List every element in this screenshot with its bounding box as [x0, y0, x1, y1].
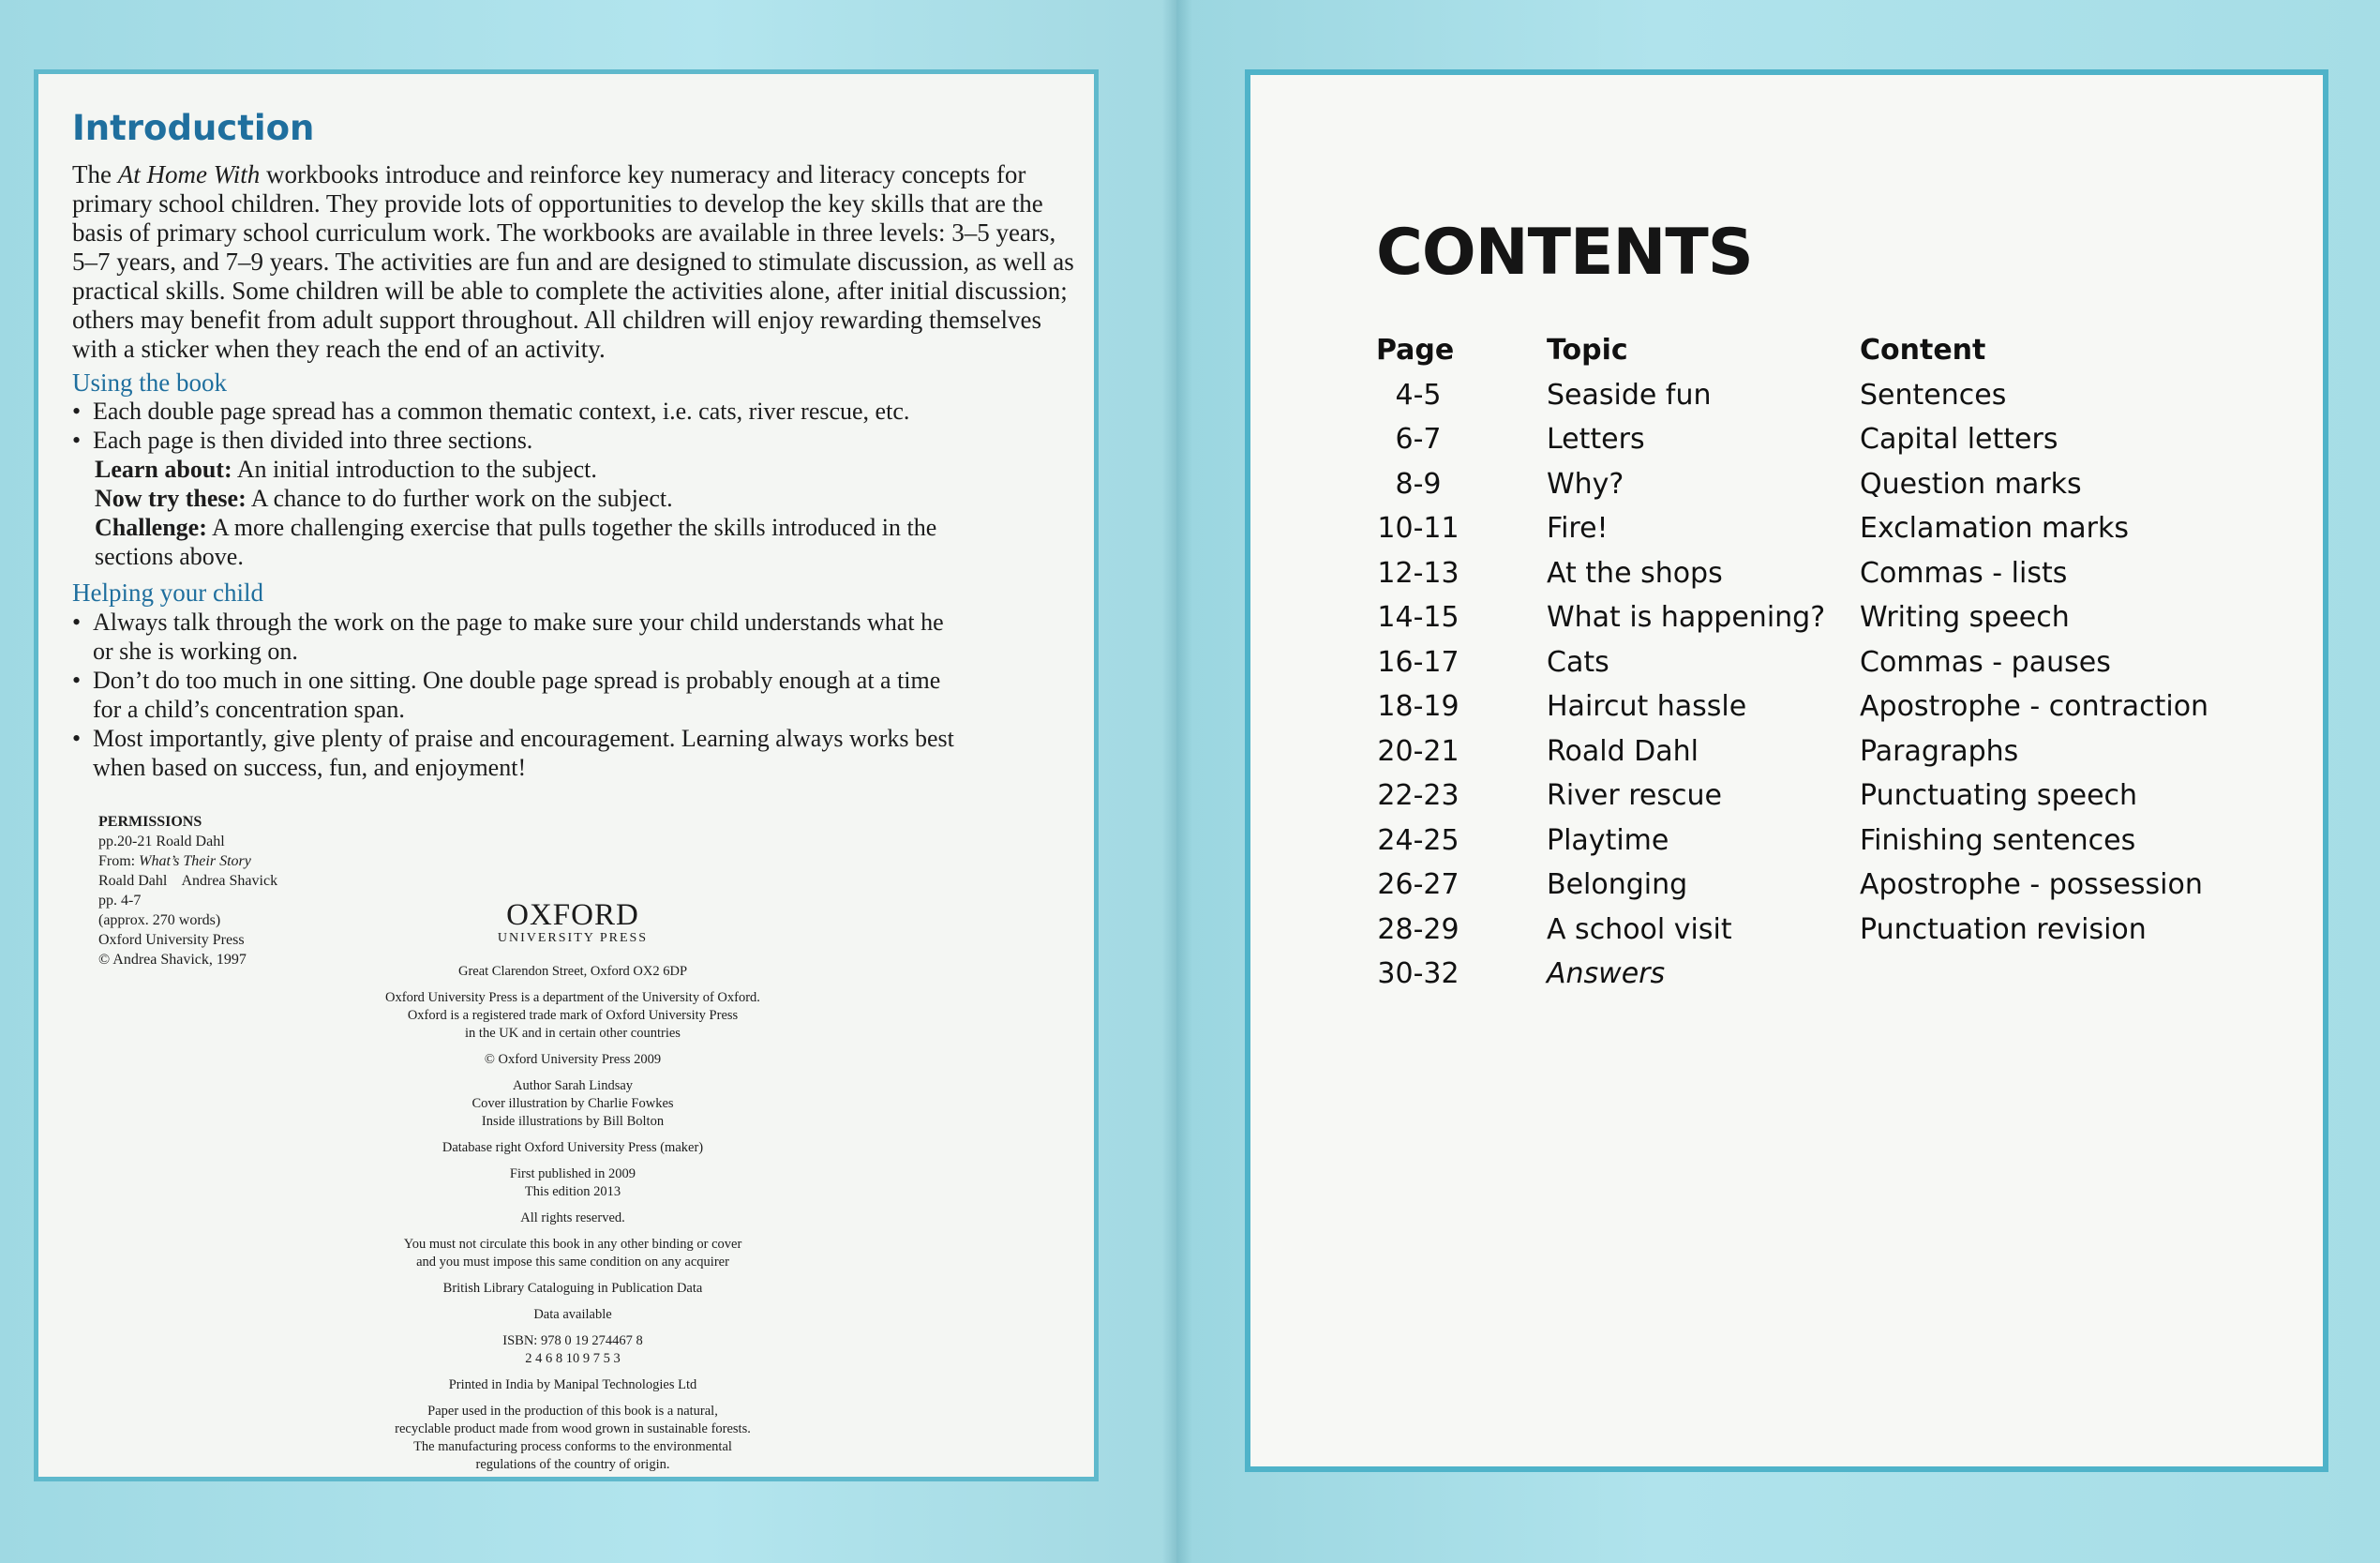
book-gutter	[1162, 0, 1192, 1563]
content-text: Punctuation revision	[1860, 912, 2147, 946]
topic-text: Letters	[1547, 423, 1645, 456]
content-text: Sentences	[1860, 378, 2007, 412]
page-number: 8-9	[1395, 467, 1442, 501]
topic-text: Cats	[1547, 645, 1609, 679]
section-learn-about: Learn about: An initial introduction to the subject.	[95, 456, 597, 483]
page-number: 26-27	[1377, 868, 1459, 901]
topic-text: Playtime	[1547, 823, 1669, 857]
page-number: 28-29	[1377, 912, 1459, 946]
page-number: 4-5	[1395, 378, 1442, 412]
introduction-paragraph	[72, 160, 1075, 364]
intro-prefix: The	[72, 160, 118, 188]
content-text: Apostrophe - contraction	[1860, 690, 2209, 723]
content-column-header: Content	[1860, 334, 1986, 367]
contents-title: CONTENTS	[1376, 216, 1753, 290]
permissions-block: PERMISSIONS pp.20-21 Roald Dahl From: What’s Their Story Roald Dahl Andrea Shavick pp. 4-7 (approx. 270 words) Oxford University Press © Andrea Shavick, 1997	[98, 812, 342, 969]
page-column-header: Page	[1376, 334, 1455, 367]
topic-text: Seaside fun	[1547, 378, 1712, 412]
content-text: Exclamation marks	[1860, 512, 2129, 545]
page-number: 22-23	[1377, 779, 1459, 812]
content-text: Paragraphs	[1860, 734, 2019, 768]
content-text: Punctuating speech	[1860, 779, 2138, 812]
topic-text: A school visit	[1547, 912, 1732, 946]
list-item: • Most importantly, give plenty of praise and encouragement. Learning always works best when based on success, fun, and enjoyment!	[72, 725, 954, 781]
page-number: 12-13	[1377, 556, 1459, 590]
using-the-book-heading: Using the book	[72, 368, 227, 397]
section-now-try-these: Now try these: A chance to do further work on the subject.	[95, 485, 673, 512]
topic-text: Why?	[1547, 467, 1624, 501]
page-number: 16-17	[1377, 645, 1459, 679]
list-item: • Don’t do too much in one sitting. One double page spread is probably enough at a time for a child’s concentration span.	[72, 667, 941, 723]
topic-text: What is happening?	[1547, 601, 1826, 634]
content-text: Apostrophe - possession	[1860, 868, 2203, 901]
publisher-imprint: OXFORD UNIVERSITY PRESS Great Clarendon Street, Oxford OX2 6DP Oxford University Press is a department of the University of Oxford. Oxford is a registered trade mark of Oxford University Press in the UK and in certain other countries © Oxford University Press 2009 Author Sarah Lindsay Cover illustration by Charlie Fowkes Inside illustrations by Bill Bolton Database right Oxford University Press (maker) First published in 2009 This edition 2013 All rights reserved. You must not circulate this book in any other binding or cover and you must impose this same condition on any acquirer British Library Cataloguing in Publication Data Data available ISBN: 978 0 19 274467 8 2 4 6 8 10 9 7 5 3 Printed in India by Manipal Technologies Ltd Paper used in the production of this book is a natural, recyclable product made from wood grown in sustainable forests. The manufacturing process conforms to the environmental regulations of the country of origin.	[282, 899, 863, 1482]
topic-text: Answers	[1547, 957, 1666, 990]
list-item: • Each double page spread has a common thematic context, i.e. cats, river rescue, etc.	[72, 398, 910, 425]
topic-text: River rescue	[1547, 779, 1722, 812]
introduction-page	[34, 69, 1099, 1481]
topic-text: Belonging	[1547, 868, 1688, 901]
content-text: Question marks	[1860, 467, 2082, 501]
topic-text: Roald Dahl	[1547, 734, 1699, 768]
section-challenge: Challenge: A more challenging exercise that pulls together the skills introduced in the sections above.	[95, 514, 937, 570]
topic-text: Fire!	[1547, 512, 1609, 545]
series-name: At Home With	[117, 160, 261, 188]
list-item: • Always talk through the work on the page to make sure your child understands what he or she is working on.	[72, 609, 944, 665]
topic-column-header: Topic	[1547, 334, 1628, 367]
helping-your-child-list	[72, 608, 963, 782]
content-text: Capital letters	[1860, 423, 2058, 456]
contents-page	[1245, 69, 2328, 1472]
helping-your-child-heading: Helping your child	[72, 579, 263, 607]
page-number: 14-15	[1377, 601, 1459, 634]
university-press-label: UNIVERSITY PRESS	[497, 931, 649, 945]
page-number: 18-19	[1377, 690, 1459, 723]
page-number: 30-32	[1377, 957, 1459, 990]
page-number: 20-21	[1377, 734, 1459, 768]
content-text: Commas - pauses	[1860, 645, 2111, 679]
using-the-book-list	[72, 397, 1056, 571]
permissions-heading: PERMISSIONS	[98, 814, 202, 830]
page-number: 6-7	[1395, 423, 1442, 456]
content-text: Finishing sentences	[1860, 823, 2136, 857]
page-number: 24-25	[1377, 823, 1459, 857]
topic-text: At the shops	[1547, 556, 1723, 590]
intro-text: workbooks introduce and reinforce key numeracy and literacy concepts for primary school children. They provide lots of opportunities to develop the key skills that are the basis of primary school curriculum work. The workbooks are available in three levels: 3–5 years, 5–7 years, and 7–9 years. The activities are fun and are designed to stimulate discussion, as well as practical skills. Some children will be able to complete the activities alone, after initial discussion; others may benefit from adult support throughout. All children will enjoy rewarding themselves with a sticker when they reach the end of an activity.	[72, 160, 1074, 363]
introduction-title: Introduction	[72, 108, 315, 148]
oxford-logo: OXFORD	[506, 898, 639, 932]
page-number: 10-11	[1377, 512, 1459, 545]
content-text: Writing speech	[1860, 601, 2070, 634]
topic-text: Haircut hassle	[1547, 690, 1747, 723]
content-text: Commas - lists	[1860, 556, 2068, 590]
list-item: • Each page is then divided into three sections.	[72, 427, 533, 454]
